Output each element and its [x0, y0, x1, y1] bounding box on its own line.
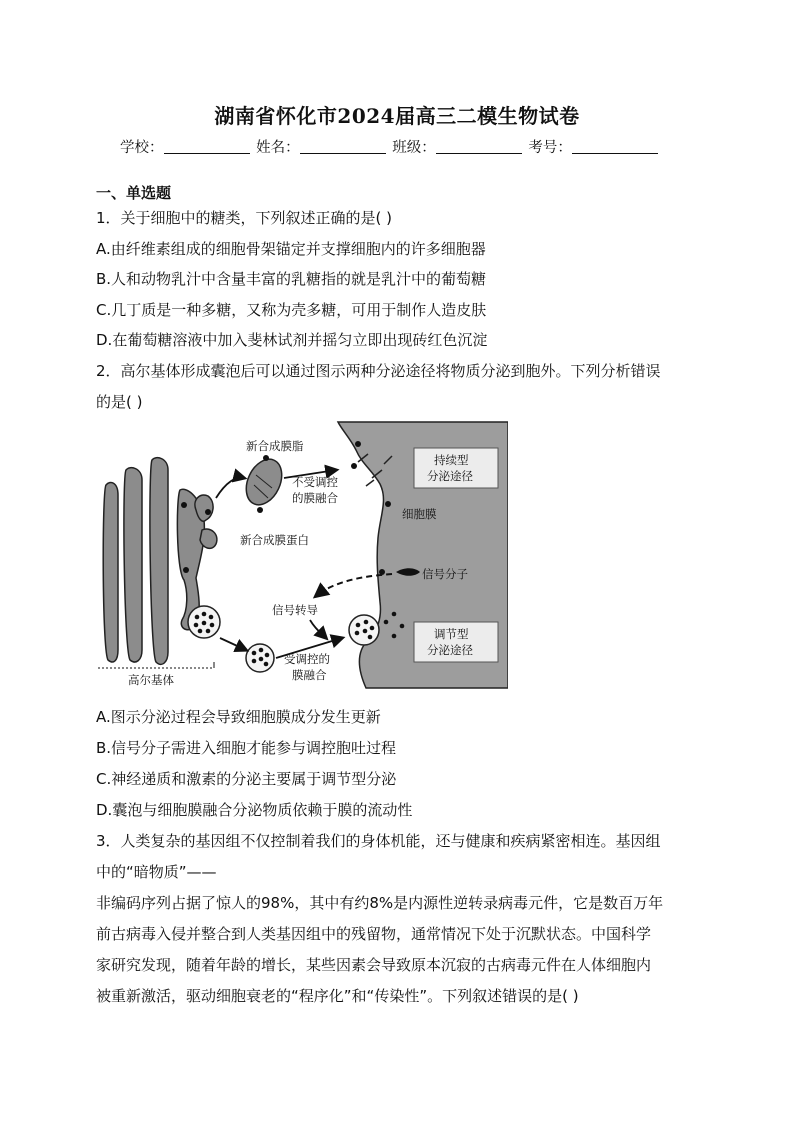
label-regulated-1: 调节型 — [434, 627, 469, 641]
q1-option-b: B.人和动物乳汁中含量丰富的乳糖指的就是乳汁中的葡萄糖 — [96, 270, 487, 288]
page-title: 湖南省怀化市2024届高三二模生物试卷 — [214, 104, 580, 128]
number-label: 考号： — [528, 140, 572, 156]
school-label: 学校： — [120, 140, 164, 156]
q2-option-c: C.神经递质和激素的分泌主要属于调节型分泌 — [96, 770, 397, 788]
q3-line1: 3．人类复杂的基因组不仅控制着我们的身体机能，还与健康和疾病紧密相连。基因组 — [96, 832, 661, 850]
label-golgi: 高尔基体 — [128, 673, 174, 687]
name-label: 姓名： — [256, 140, 300, 156]
label-signal-transduction: 信号转导 — [272, 603, 318, 617]
class-label: 班级： — [392, 140, 436, 156]
figure-svg — [96, 420, 508, 690]
class-blank[interactable] — [436, 139, 522, 154]
secretion-pathway-figure — [96, 420, 508, 690]
q2-option-a: A.图示分泌过程会导致细胞膜成分发生更新 — [96, 708, 381, 726]
section-heading: 一、单选题 — [96, 184, 172, 202]
label-regulated-2: 分泌途径 — [427, 643, 473, 657]
q1-option-c: C.几丁质是一种多糖，又称为壳多糖，可用于制作人造皮肤 — [96, 301, 487, 319]
number-blank[interactable] — [572, 139, 658, 154]
label-continuous-2: 分泌途径 — [427, 469, 473, 483]
q2-stem-line1: 2．高尔基体形成囊泡后可以通过图示两种分泌途径将物质分泌到胞外。下列分析错误 — [96, 362, 661, 380]
q1-option-d: D.在葡萄糖溶液中加入斐林试剂并摇匀立即出现砖红色沉淀 — [96, 331, 488, 349]
label-continuous-1: 持续型 — [434, 453, 469, 467]
label-new-protein: 新合成膜蛋白 — [240, 533, 309, 547]
label-unregulated-1: 不受调控 — [292, 475, 338, 489]
q3-line5: 家研究发现，随着年龄的增长，某些因素会导致原本沉寂的古病毒元件在人体细胞内 — [96, 956, 652, 974]
q1-option-a: A.由纤维素组成的细胞骨架锚定并支撑细胞内的许多细胞器 — [96, 240, 486, 258]
q3-line3: 非编码序列占据了惊人的98%，其中有约8%是内源性逆转录病毒元件，它是数百万年 — [96, 894, 664, 912]
q3-line2: 中的“暗物质”—— — [96, 863, 217, 881]
student-info-row — [120, 136, 660, 157]
label-regulated-fusion-1: 受调控的 — [284, 652, 330, 666]
label-signal-molecule: 信号分子 — [422, 567, 468, 581]
label-regulated-fusion-2: 膜融合 — [292, 668, 327, 682]
label-new-lipid: 新合成膜脂 — [246, 439, 304, 453]
q2-option-b: B.信号分子需进入细胞才能参与调控胞吐过程 — [96, 739, 397, 757]
q3-line4: 前古病毒入侵并整合到人类基因组中的残留物，通常情况下处于沉默状态。中国科学 — [96, 925, 652, 943]
q3-line6: 被重新激活，驱动细胞衰老的“程序化”和“传染性”。下列叙述错误的是( ) — [96, 987, 579, 1005]
label-membrane: 细胞膜 — [402, 507, 437, 521]
school-blank[interactable] — [164, 139, 250, 154]
label-unregulated-2: 的膜融合 — [292, 491, 338, 505]
q2-option-d: D.囊泡与细胞膜融合分泌物质依赖于膜的流动性 — [96, 801, 413, 819]
q1-stem: 1．关于细胞中的糖类，下列叙述正确的是( ) — [96, 209, 393, 227]
name-blank[interactable] — [300, 139, 386, 154]
q2-stem-line2: 的是( ) — [96, 393, 143, 411]
